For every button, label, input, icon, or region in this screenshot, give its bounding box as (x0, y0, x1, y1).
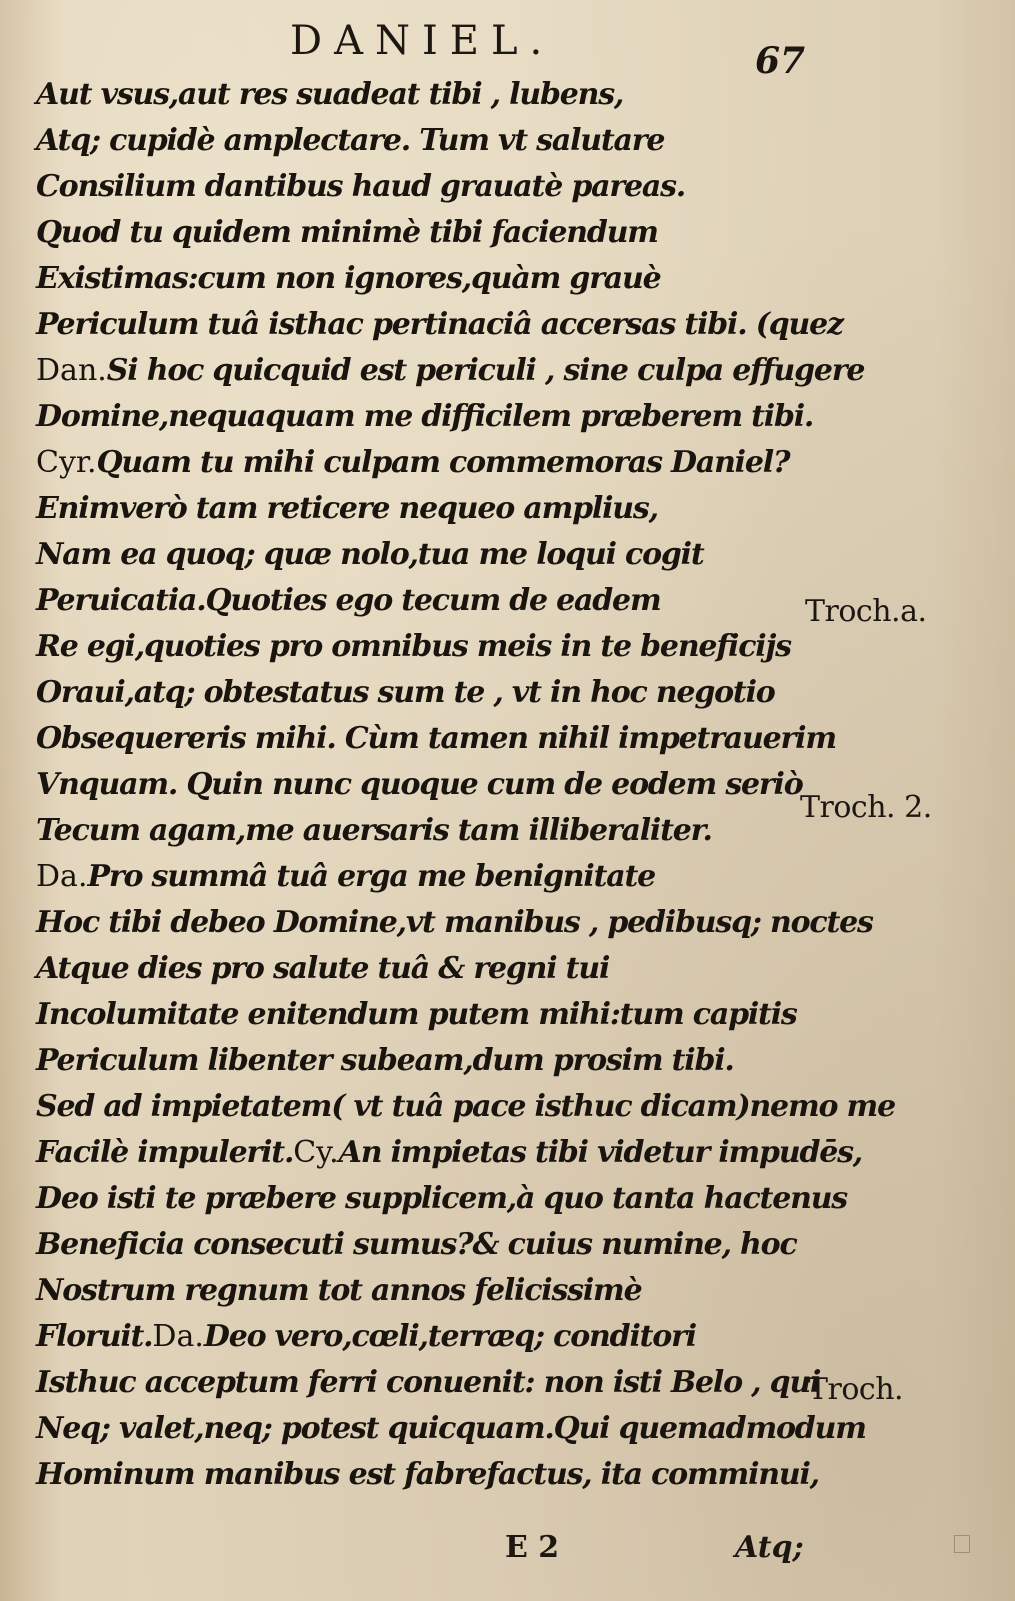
text-line: Peruicatia.Quoties ego tecum de eadem (36, 583, 661, 618)
text-line: Nam ea quoq; quæ nolo,tua me loqui cogit (36, 537, 704, 572)
text-line: Oraui,atq; obtestatus sum te , vt in hoc negotio (36, 675, 775, 710)
text-line: Periculum tuâ isthac pertinaciâ accersas tibi. (quez (36, 307, 843, 342)
text-line: Quod tu quidem minimè tibi faciendum (36, 215, 658, 250)
text-line: Deo isti te præbere supplicem,à quo tanta hactenus (36, 1181, 847, 1216)
text-line: Consilium dantibus haud grauatè pareas. (36, 169, 686, 204)
text-line: Atque dies pro salute tuâ & regni tui (36, 951, 610, 986)
text-line: Dan.Si hoc quicquid est periculi , sine culpa effugere (36, 353, 865, 388)
text-line: Domine,nequaquam me difficilem præberem tibi. (36, 399, 814, 434)
text-line: Obsequereris mihi. Cùm tamen nihil impetrauerim (36, 721, 836, 756)
text-line: Hominum manibus est fabrefactus, ita comminui, (36, 1457, 819, 1492)
speaker-label: Cy. (293, 1135, 339, 1170)
text-line: Incolumitate enitendum putem mihi:tum capitis (36, 997, 797, 1032)
text-line: Nostrum regnum tot annos felicissimè (36, 1273, 642, 1308)
text-line: Periculum libenter subeam,dum prosim tibi. (36, 1043, 734, 1078)
text-line: Existimas:cum non ignores,quàm grauè (36, 261, 661, 296)
text-line: Cyr.Quam tu mihi culpam commemoras Daniel? (36, 445, 790, 480)
text-line: Atq; cupidè amplectare. Tum vt salutare (36, 123, 665, 158)
text-line: Enimverò tam reticere nequeo amplius, (36, 491, 658, 526)
speaker-label: Cyr. (36, 445, 97, 480)
catchword: Atq; (735, 1530, 804, 1565)
margin-note-meter: Troch.a. (805, 594, 927, 629)
signature-mark: E 2 (505, 1530, 560, 1565)
speaker-label: Da. (36, 859, 88, 894)
text-line: Sed ad impietatem( vt tuâ pace isthuc dicam)nemo me (36, 1089, 895, 1124)
text-line: Hoc tibi debeo Domine,vt manibus , pedibusq; noctes (36, 905, 873, 940)
text-line: Facilè impulerit.Cy.An impietas tibi videtur impudēs, (36, 1135, 863, 1170)
text-line: Isthuc acceptum ferri conuenit: non isti Belo , qui (36, 1365, 821, 1400)
text-line: Tecum agam,me auersaris tam illiberaliter. (36, 813, 712, 848)
text-line: Neq; valet,neq; potest quicquam.Qui quemadmodum (36, 1411, 866, 1446)
margin-note-meter: Troch. 2. (800, 790, 932, 825)
page-edge-mark (954, 1535, 970, 1553)
speaker-label: Dan. (36, 353, 107, 388)
text-line: Re egi,quoties pro omnibus meis in te beneficijs (36, 629, 791, 664)
running-head: DANIEL. (290, 18, 555, 64)
page-number: 67 (755, 40, 806, 82)
text-line: Aut vsus,aut res suadeat tibi , lubens, (36, 77, 624, 112)
text-line: Vnquam. Quin nunc quoque cum de eodem seriò (36, 767, 803, 802)
speaker-label: Da. (152, 1319, 204, 1354)
text-line: Beneficia consecuti sumus?& cuius numine, hoc (36, 1227, 797, 1262)
margin-note-meter: Troch. (808, 1372, 904, 1407)
text-line: Floruit.Da.Deo vero,cœli,terræq; conditori (36, 1319, 696, 1354)
text-line: Da.Pro summâ tuâ erga me benignitate (36, 859, 656, 894)
